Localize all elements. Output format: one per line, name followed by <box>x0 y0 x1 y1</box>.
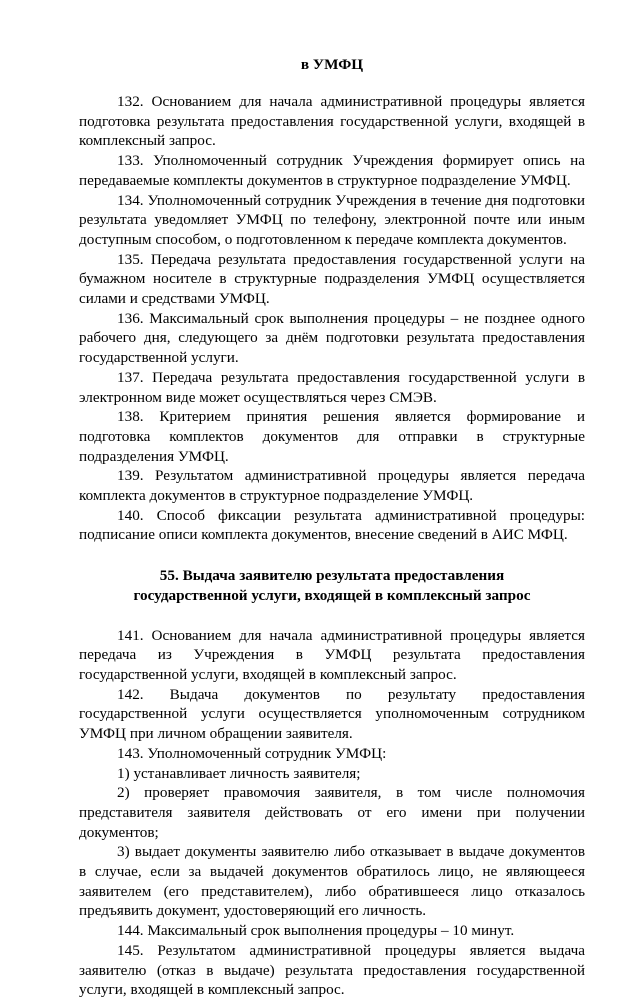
list-item-3: 3) выдает документы заявителю либо отказывает в выдаче документов в случае, если за выдачей документов обратилось лицо, не являющееся заявителем (его представителем), либо обратившееся лицо отказалось предъявить документ, удостоверяющий его личность. <box>79 843 585 920</box>
paragraph-132: 132. Основанием для начала административной процедуры является подготовка результата предоставления государственной услуги, входящей в комплексный запрос. <box>79 93 585 150</box>
list-item-1: 1) устанавливает личность заявителя; <box>117 764 361 782</box>
paragraph-145: 145. Результатом административной процедуры является выдача заявителю (отказ в выдаче) результата предоставления государственной услуги, входящей в комплексный запрос. <box>79 941 585 999</box>
list-item-2: 2) проверяет правомочия заявителя, в том числе полномочия представителя заявителя действовать от его имени при получении документов; <box>79 784 585 841</box>
paragraph-138: 138. Критерием принятия решения является формирование и подготовка комплектов документов для отправки в структурные подразделения УМФЦ. <box>79 408 585 465</box>
paragraph-135: 135. Передача результата предоставления государственной услуги на бумажном носителе в структурные подразделения УМФЦ осуществляется силами и средствами УМФЦ. <box>79 250 585 308</box>
page-title: в УМФЦ <box>300 56 364 73</box>
paragraph-133: 133. Уполномоченный сотрудник Учреждения формирует опись на передаваемые комплекты документов в структурное подразделение УМФЦ. <box>79 152 585 189</box>
paragraph-141: 141. Основанием для начала административной процедуры является передача из Учреждения в УМФЦ результата предоставления государственной услуги, входящей в комплексный запрос. <box>79 626 585 683</box>
paragraph-140: 140. Способ фиксации результата административной процедуры: подписание описи комплекта документов, внесение сведений в АИС МФЦ. <box>79 506 585 544</box>
document-body <box>79 55 585 1000</box>
paragraph-143: 143. Уполномоченный сотрудник УМФЦ: <box>117 744 387 762</box>
paragraph-137: 137. Передача результата предоставления государственной услуги в электронном виде может осуществляться через СМЭВ. <box>79 368 585 406</box>
section-heading-line-2: государственной услуги, входящей в комплексный запрос <box>133 586 531 604</box>
paragraph-144: 144. Максимальный срок выполнения процедуры – 10 минут. <box>117 922 515 940</box>
section-heading-line-1: 55. Выдача заявителю результата предоставления <box>159 567 505 585</box>
paragraph-134: 134. Уполномоченный сотрудник Учреждения в течение дня подготовки результата уведомляет УМФЦ по телефону, электронной почте или иным доступным способом, о подготовленном к передаче комплекта документов. <box>79 191 585 248</box>
paragraph-142: 142. Выдача документов по результату предоставления государственной услуги осуществляется уполномоченным сотрудником УМФЦ при личном обращении заявителя. <box>79 685 585 743</box>
paragraph-139: 139. Результатом административной процедуры является передача комплекта документов в структурное подразделение УМФЦ. <box>79 467 585 505</box>
section-heading <box>79 566 585 605</box>
paragraph-136: 136. Максимальный срок выполнения процедуры – не позднее одного рабочего дня, следующего за днём подготовки результата предоставления государственной услуги. <box>79 309 585 367</box>
